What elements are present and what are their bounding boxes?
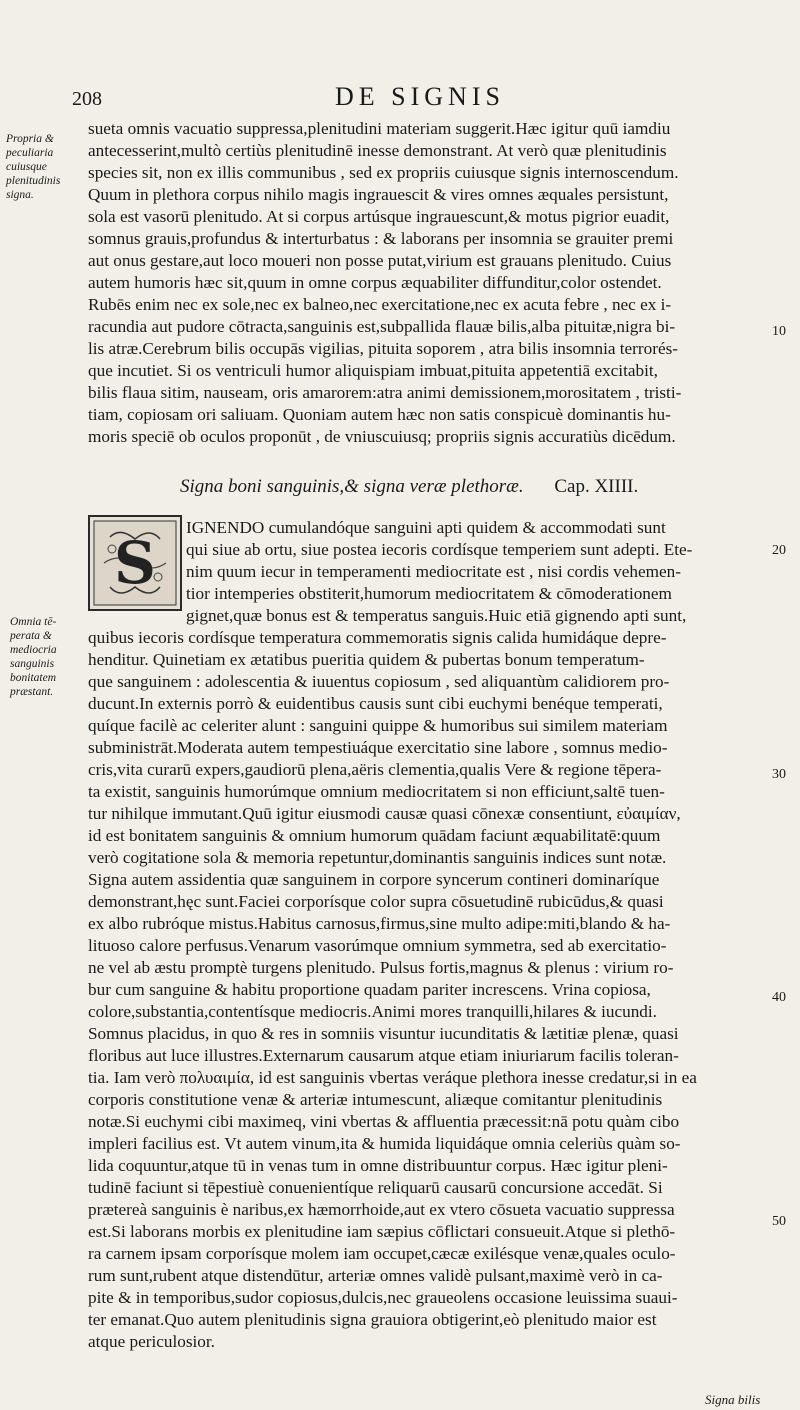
text-line: quibus iecoris cordísque temperatura commemoratis signis calida humidáque depre- [88, 628, 667, 647]
text-line: sueta omnis vacuatio suppressa,plenitudini materiam suggerit.Hæc igitur quū iamdiu [88, 119, 671, 138]
text-line: floribus aut luce illustres.Externarum causarum atque etiam iniuriarum facilis toleran- [88, 1046, 679, 1065]
text-line: Quum in plethora corpus nihilo magis ingrauescit & vires omnes æquales persistunt, [88, 185, 669, 204]
text-line: antecesserint,multò certiùs plenitudinē inesse demonstrant. At verò quæ plenitudinis [88, 141, 667, 160]
decorated-initial-s [88, 515, 182, 611]
running-head: DE SIGNIS [335, 82, 505, 111]
text-line: rum sunt,rubent atque distendūtur, arteriæ omnes validè pulsant,maximè verò in ca- [88, 1266, 663, 1285]
text-line: tudinē faciunt si tēpestiuè conuenientíque reliquarū causarū concursione accedāt. Si [88, 1178, 663, 1197]
line-number-50: 50 [772, 1214, 786, 1229]
text-line: gignet,quæ bonus est & temperatus sanguis.Huic etiā gignendo apti sunt, [186, 606, 687, 625]
chapter-heading [180, 476, 780, 498]
paragraph-signa-indent [186, 517, 768, 605]
text-line: lituoso calore perfusus.Venarum vasorúmque omnium symmetra, sed ab exercitatio- [88, 936, 667, 955]
ornament-icon [90, 517, 180, 609]
text-line: colore,substantia,contentísque mediocris.Animi mores tranquilli,hilares & iucundi. [88, 1002, 657, 1021]
text-line: moris speciē ob oculos proponūt , de vniuscuiusq; propriis signis accuratiùs dicēdum. [88, 427, 676, 446]
margin-note-propria: Propria & peculiaria cuiusque plenitudinis signa. [6, 133, 61, 201]
svg-text:S: S [114, 529, 156, 597]
text-line: ne vel ab æstu promptè turgens plenitudo. Pulsus fortis,magnus & plenus : virium ro- [88, 958, 674, 977]
text-line: que incutiet. Si os ventriculi humor aliquispiam imbuat,pituita appetentiā excitabit, [88, 361, 658, 380]
text-line: tior intemperies obstiterit,humorum mediocritatem & cōmoderationem [186, 584, 672, 603]
text-line: Signa autem assidentia quæ sanguinem in corpore syncerum contineri dominaríque [88, 870, 660, 889]
text-line: lida coquuntur,atque tū in venas tum in omne distribuuntur corpus. Hæc igitur pleni- [88, 1156, 668, 1175]
text-line: Somnus placidus, in quo & res in somniis visuntur iucunditatis & lætitiæ plenæ, quasi [88, 1024, 679, 1043]
text-line: tia. Iam verò πολυαιμία, id est sanguinis vbertas veráque plethora inesse credatur,si in ea [88, 1068, 697, 1087]
text-line: ducunt.In externis porrò & euidentibus causis sunt cibi euchymi benéque temperati, [88, 694, 663, 713]
text-line: lis atræ.Cerebrum bilis occupās vigilias, pituita soporem , atra bilis insomnia terrorés- [88, 339, 678, 358]
line-number-30: 30 [772, 767, 786, 782]
text-line: sola est vasorū plenitudo. At si corpus artúsque ingrauescunt,& motus pigrior euadit, [88, 207, 670, 226]
line-number-20: 20 [772, 543, 786, 558]
text-line: aut onus gestare,aut loco moueri non posse putat,virium est grauans plenitudo. Cuius [88, 251, 672, 270]
text-line: subministrāt.Moderata autem tempestiuáque exercitatio sine labore , somnus medio- [88, 738, 668, 757]
line-number-40: 40 [772, 990, 786, 1005]
text-line: Rubēs enim nec ex sole,nec ex balneo,nec exercitatione,nec ex acuta febre , nec ex i- [88, 295, 672, 314]
text-line: ta existit, sanguinis humorúmque omnium mediocritatem si non efficiunt,saltē tuen- [88, 782, 665, 801]
text-line: racundia aut pudore cōtracta,sanguinis est,subpallida flauæ bilis,alba pituitæ,nigra bi- [88, 317, 676, 336]
paragraph-plenitudo [88, 118, 768, 448]
text-line: est.Si laborans morbis ex plenitudine iam sæpius cōflictari consueuit.Atque si plethō- [88, 1222, 676, 1241]
text-line: corporis constitutione venæ & arteriæ intumescunt, aliæque comitantur plenitudinis [88, 1090, 663, 1109]
text-line: autem humoris hæc sit,quum in omne corpus æquabiliter diffunditur,color ostendet. [88, 273, 662, 292]
text-line: notæ.Si euchymi cibi maximeq, vini vbertas & affluentia præcessit:nā potu quàm cibo [88, 1112, 680, 1131]
text-line: verò cogitatione sola & memoria repetuntur,dominantis sanguinis indices sunt notæ. [88, 848, 667, 867]
margin-note-omnia: Omnia tē- perata & mediocria sanguinis bonitatem præstant. [10, 616, 57, 698]
chapter-title: Signa boni sanguinis,& signa veræ plethoræ. [180, 476, 524, 497]
text-line: ra carnem ipsam corporísque molem iam occupet,cæcæ exilésque venæ,quales oculo- [88, 1244, 676, 1263]
text-line: ter emanat.Quo autem plenitudinis signa grauiora obtigerint,eò plenitudo maior est [88, 1310, 657, 1329]
text-line: prætereà sanguinis è naribus,ex hæmorrhoide,aut ex vtero cōsueta vacuatio suppressa [88, 1200, 675, 1219]
text-line: que sanguinem : adolescentia & iuuentus copiosum , sed aliquantùm calidiorem pro- [88, 672, 670, 691]
text-line: pite & in temporibus,sudor copiosus,dulcis,nec graueolens occasione leuissima suaui- [88, 1288, 678, 1307]
catchword: Signa bilis [705, 1392, 761, 1407]
text-line: henditur. Quinetiam ex ætatibus pueritia quidem & pubertas bonum temperatum- [88, 650, 645, 669]
text-line: atque periculosior. [88, 1332, 215, 1351]
chapter-number: Cap. XIIII. [554, 476, 639, 497]
text-line: ex albo rubróque mistus.Habitus carnosus,firmus,sine multo adipe:miti,blando & ha- [88, 914, 671, 933]
paragraph-signa [88, 605, 768, 1353]
text-line: somnus grauis,profundus & interturbatus : & laborans per insomnia se grauiter premi [88, 229, 674, 248]
text-line: bur cum sanguine & habitu proportione quadam pariter increscens. Vrina copiosa, [88, 980, 651, 999]
text-line: id est bonitatem sanguinis & omnium humorum quādam faciunt æquabilitatē:quum [88, 826, 661, 845]
text-line: IGNENDO cumulandóque sanguini apti quidem & accommodati sunt [186, 518, 666, 537]
text-line: tiam, copiosam ori saliuam. Quoniam autem hæc non satis conspicuè dominantis hu- [88, 405, 671, 424]
text-line: quíque facilè ac celeriter alunt : sanguini quippe & humoribus sui similem materiam [88, 716, 668, 735]
text-line: tur nihilque immutant.Quū igitur eiusmodi causæ quasi cōnexæ consentiunt, εὐαιμίαν, [88, 804, 681, 823]
text-line: bilis flaua sitim, nauseam, oris amarorem:atra animi demissionem,morositatem , tristi- [88, 383, 682, 402]
text-line: impleri facilius est. Vt autem vinum,ita & humida liquidáque omnia celeriùs quàm so- [88, 1134, 681, 1153]
folio-number: 208 [72, 88, 102, 110]
text-line: qui siue ab ortu, siue postea iecoris cordísque temperiem sunt adepti. Ete- [186, 540, 693, 559]
line-number-10: 10 [772, 324, 786, 339]
text-line: species sit, non ex illis communibus , sed ex propriis cuiusque signis internoscendum. [88, 163, 679, 182]
text-line: demonstrant,hęc sunt.Faciei corporísque color supra cōsuetudinē rubicūdus,& quasi [88, 892, 664, 911]
text-line: cris,vita curarū expers,gaudiorū plena,aëris clementia,qualis Vere & regione tēpera- [88, 760, 662, 779]
text-line: nim quum iecur in temperamenti mediocritate est , nisi cordis vehemen- [186, 562, 681, 581]
